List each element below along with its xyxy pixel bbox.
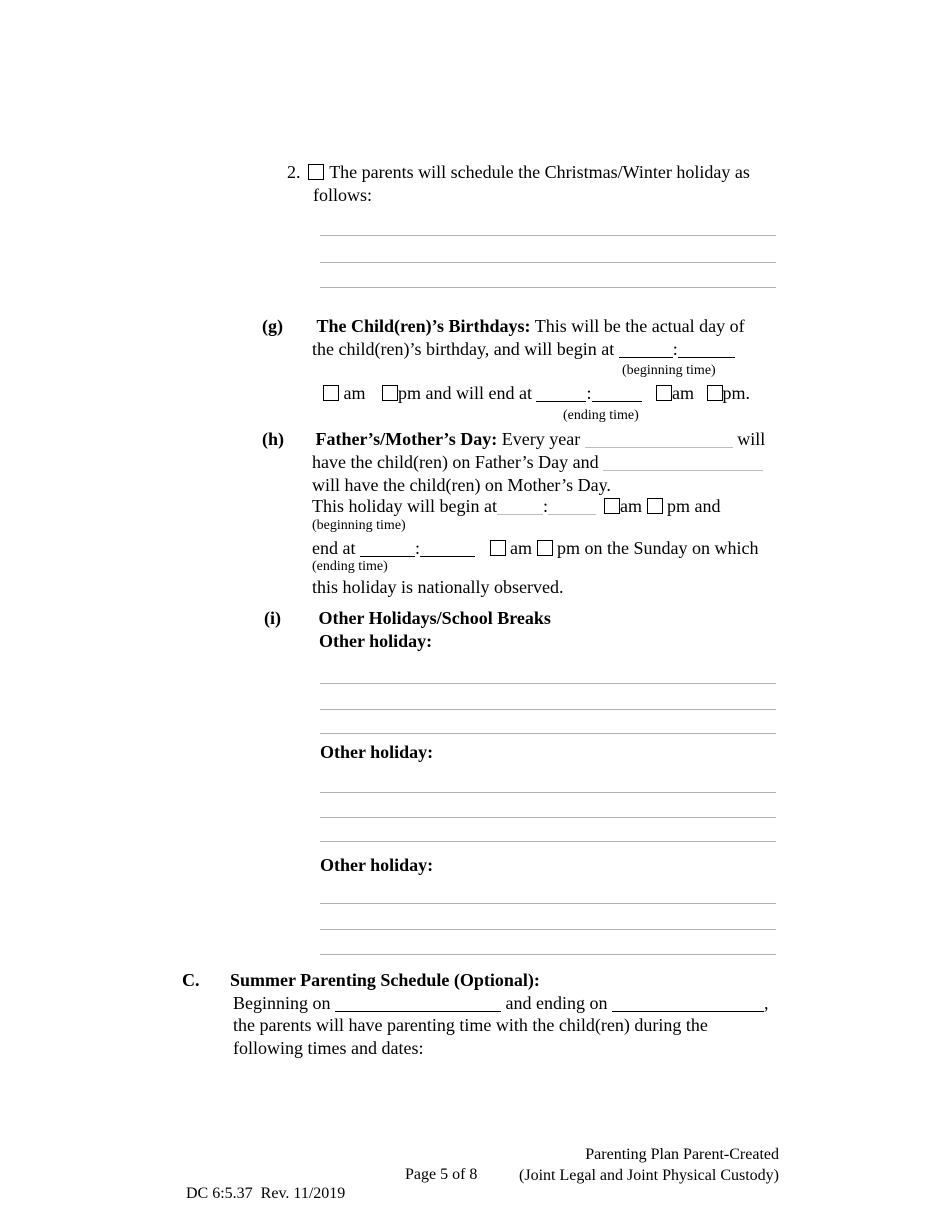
section-c-line-2 — [233, 993, 768, 1014]
other-holiday-1-heading: Other holiday: — [319, 631, 433, 651]
section-g-text: the child(ren)’s birthday, and will begin at — [312, 339, 615, 359]
h-begin-am-checkbox[interactable] — [604, 498, 620, 514]
g-begin-am-label: am — [343, 383, 366, 403]
time-colon: : — [542, 496, 548, 516]
h-end-pm-label: pm on the Sunday on which — [557, 538, 759, 558]
g-end-am-checkbox[interactable] — [656, 385, 672, 401]
other-holiday-3-line-1[interactable] — [320, 903, 776, 906]
g-end-minute-field[interactable] — [592, 387, 642, 402]
g-end-am-label: am — [672, 383, 694, 403]
footer-page-number: Page 5 of 8 — [405, 1166, 478, 1183]
h-begin-pm-checkbox[interactable] — [647, 498, 663, 514]
section-h-line-8 — [312, 577, 563, 598]
section-h-label: (h) — [262, 429, 284, 449]
c-text-ending-on: and ending on — [505, 993, 608, 1013]
footer-form-title-line-2: (Joint Legal and Joint Physical Custody) — [519, 1167, 779, 1184]
time-colon: : — [586, 383, 592, 403]
g-end-hour-field[interactable] — [536, 387, 586, 402]
h-fathers-day-parent-field[interactable] — [585, 433, 733, 448]
h-text-mothers-day: will have the child(ren) on Mother’s Day. — [312, 475, 611, 495]
h-end-hour-field[interactable] — [360, 542, 415, 557]
section-g-line-3 — [323, 383, 750, 404]
section-h-line-6 — [312, 538, 758, 559]
g-end-pm-checkbox[interactable] — [707, 385, 723, 401]
h-begin-hour-field[interactable] — [497, 500, 543, 515]
h-text-end-at: end at — [312, 538, 356, 558]
section-i-title: Other Holidays/School Breaks — [318, 608, 551, 628]
section-h-line-3 — [312, 475, 611, 496]
h-text-fathers-day: have the child(ren) on Father’s Day and — [312, 452, 599, 472]
section-i-line-1 — [264, 608, 551, 629]
h-text-every-year: Every year — [501, 429, 581, 449]
other-holiday-3-line-3[interactable] — [320, 954, 776, 957]
g-begin-pm-checkbox[interactable] — [382, 385, 398, 401]
section-c-line-1 — [182, 970, 540, 991]
item-number: 2. — [287, 162, 301, 182]
h-end-minute-field[interactable] — [420, 542, 475, 557]
section-g-label: (g) — [262, 316, 283, 336]
h-end-am-checkbox[interactable] — [490, 540, 506, 556]
g-begin-hour-field[interactable] — [619, 343, 673, 358]
c-text-times-dates: following times and dates: — [233, 1038, 424, 1058]
other-holiday-1-line-1[interactable] — [320, 683, 776, 686]
h-beginning-time-caption: (beginning time) — [312, 518, 406, 533]
christmas-schedule-checkbox[interactable] — [308, 164, 324, 180]
other-holiday-3-heading: Other holiday: — [320, 855, 434, 875]
section-c-line-3 — [233, 1015, 708, 1036]
section-c-line-4 — [233, 1038, 423, 1059]
item-2-line-1 — [287, 162, 750, 183]
h-text-will: will — [737, 429, 766, 449]
other-holiday-1-line-2[interactable] — [320, 709, 776, 712]
h-begin-am-label: am — [620, 496, 642, 516]
g-end-pm-label: pm. — [722, 383, 751, 403]
h-text-observed: this holiday is nationally observed. — [312, 577, 564, 597]
section-h-line-2 — [312, 452, 763, 473]
c-begin-date-field[interactable] — [335, 997, 501, 1012]
g-begin-minute-field[interactable] — [678, 343, 735, 358]
h-ending-time-caption: (ending time) — [312, 559, 388, 574]
section-h-title: Father’s/Mother’s Day: — [315, 429, 498, 449]
item-2-text: The parents will schedule the Christmas/Winter holiday as — [329, 162, 750, 182]
section-g-lead: This will be the actual day of — [534, 316, 745, 336]
h-begin-minute-field[interactable] — [548, 500, 596, 515]
g-ending-time-caption: (ending time) — [563, 408, 639, 423]
h-mothers-day-parent-field[interactable] — [603, 456, 763, 471]
h-end-am-label: am — [510, 538, 532, 558]
christmas-writing-line-3[interactable] — [320, 287, 776, 290]
other-holiday-2-heading: Other holiday: — [320, 742, 434, 762]
item-2-text-cont: follows: — [313, 185, 373, 205]
section-h-line-1 — [262, 429, 765, 450]
time-colon: : — [414, 538, 420, 558]
section-c-title: Summer Parenting Schedule (Optional): — [230, 970, 540, 990]
section-g-line-1 — [262, 316, 745, 337]
footer-form-title — [519, 1144, 779, 1186]
christmas-writing-line-1[interactable] — [320, 235, 776, 238]
other-holiday-1-line-3[interactable] — [320, 733, 776, 736]
section-i-label: (i) — [264, 608, 281, 628]
footer-form-title-line-1: Parenting Plan Parent-Created — [585, 1146, 779, 1163]
time-colon: : — [672, 339, 678, 359]
section-g-title: The Child(ren)’s Birthdays: — [316, 316, 531, 336]
section-c-label: C. — [182, 970, 200, 990]
other-holiday-2-line-1[interactable] — [320, 792, 776, 795]
section-h-line-4 — [312, 496, 721, 517]
c-text-comma: , — [763, 993, 769, 1013]
other-holiday-3-line-2[interactable] — [320, 929, 776, 932]
item-2-line-2 — [313, 185, 372, 206]
other-holiday-2-line-2[interactable] — [320, 817, 776, 820]
g-beginning-time-caption: (beginning time) — [622, 363, 716, 378]
c-text-beginning-on: Beginning on — [233, 993, 331, 1013]
c-text-parenting-time: the parents will have parenting time with the child(ren) during the — [233, 1015, 708, 1035]
section-g-line-2 — [312, 339, 735, 360]
h-text-begin-at: This holiday will begin at — [312, 496, 497, 516]
g-begin-am-checkbox[interactable] — [323, 385, 339, 401]
h-begin-pm-label: pm and — [667, 496, 721, 516]
h-end-pm-checkbox[interactable] — [537, 540, 553, 556]
other-holiday-2-line-3[interactable] — [320, 841, 776, 844]
footer-form-number: DC 6:5.37 Rev. 11/2019 — [186, 1185, 346, 1202]
c-end-date-field[interactable] — [612, 997, 764, 1012]
g-text-end-at: pm and will end at — [398, 383, 532, 403]
christmas-writing-line-2[interactable] — [320, 262, 776, 265]
